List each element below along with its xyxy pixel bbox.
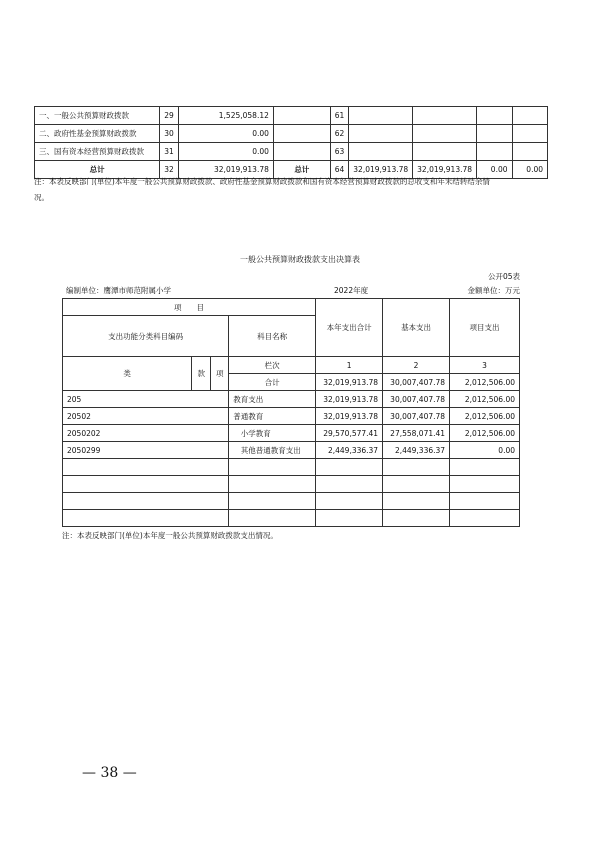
project-header: 项目支出	[450, 299, 520, 357]
total-row: 总计 32 32,019,913.78 总计 64 32,019,913.78 32,019,913.78 0.00 0.00	[35, 161, 548, 179]
item-header: 项 目	[63, 299, 316, 316]
basic-header: 基本支出	[383, 299, 450, 357]
lanci-label: 栏次	[229, 357, 316, 374]
form-number: 公开05表	[487, 272, 520, 281]
empty-row	[63, 459, 520, 476]
kuan-header: 款	[192, 357, 211, 391]
code-header: 支出功能分类科目编码	[63, 316, 229, 357]
top-note: 注：本表反映部门(单位)本年度一般公共预算财政拨款、政府性基金预算财政拨款和国有资本经营预算财政拨款的总收支和年末结转结余情	[34, 177, 490, 186]
empty-row	[63, 476, 520, 493]
empty-row	[63, 510, 520, 527]
total-row: 合计 32,019,913.78 30,007,407.78 2,012,506.00	[63, 374, 520, 391]
fiscal-year: 2022年度	[334, 286, 369, 295]
table-row: 205 教育支出 32,019,913.78 30,007,407.78 2,012,506.00	[63, 391, 520, 408]
total-label: 合计	[229, 374, 316, 391]
empty-row	[63, 493, 520, 510]
row-label: 三、国有资本经营预算财政拨款	[35, 143, 160, 161]
compiling-unit: 编制单位：鹰潭市师范附属小学	[66, 286, 171, 295]
table-row: 二、政府性基金预算财政拨款 30 0.00 62	[35, 125, 548, 143]
lei-header: 类	[63, 357, 192, 391]
xiang-header: 项	[211, 357, 229, 391]
bottom-note: 注：本表反映部门(单位)本年度一般公共预算财政拨款支出情况。	[62, 531, 278, 540]
total-header: 本年支出合计	[316, 299, 383, 357]
report-title: 一般公共预算财政拨款支出决算表	[240, 255, 360, 264]
row-label: 一、一般公共预算财政拨款	[35, 107, 160, 125]
currency-unit: 金额单位：万元	[467, 286, 520, 295]
subject-header: 科目名称	[229, 316, 316, 357]
table-row: 20502 普通教育 32,019,913.78 30,007,407.78 2,012,506.00	[63, 408, 520, 425]
page-number: — 38 —	[82, 765, 137, 781]
balance-table	[34, 106, 548, 179]
top-note-continued: 况。	[34, 193, 49, 202]
header-row: 类 款 项 栏次 1 2 3	[63, 357, 520, 374]
header-row	[63, 299, 520, 316]
table-row: 2050299 其他普通教育支出 2,449,336.37 2,449,336.37 0.00	[63, 442, 520, 459]
table-row: 三、国有资本经营预算财政拨款 31 0.00 63	[35, 143, 548, 161]
table-row: 一、一般公共预算财政拨款 29 1,525,058.12 61	[35, 107, 548, 125]
table-row: 2050202 小学教育 29,570,577.41 27,558,071.41 2,012,506.00	[63, 425, 520, 442]
row-label: 二、政府性基金预算财政拨款	[35, 125, 160, 143]
expenditure-table	[62, 298, 520, 527]
